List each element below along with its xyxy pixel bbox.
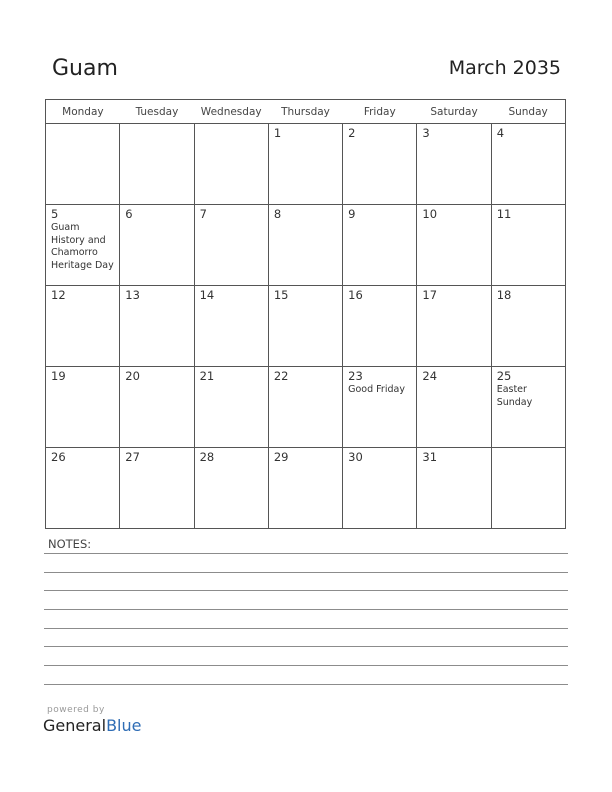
brand-general-text: General <box>43 716 107 735</box>
calendar-day-cell <box>46 286 120 367</box>
day-number: 6 <box>125 207 133 221</box>
day-number: 1 <box>273 126 282 140</box>
day-number: 23 <box>348 369 363 383</box>
weekday-header-row <box>46 100 566 124</box>
day-number: 31 <box>422 450 438 464</box>
note-line <box>44 553 568 554</box>
calendar-day-cell <box>491 448 565 529</box>
calendar-day-cell <box>491 124 565 205</box>
calendar-day-cell <box>194 286 268 367</box>
day-number: 18 <box>496 288 512 302</box>
calendar-day-cell <box>46 448 120 529</box>
day-number: 22 <box>273 369 289 383</box>
day-number: 25 <box>496 369 512 383</box>
calendar-day-cell <box>491 205 565 286</box>
day-number: 30 <box>348 450 363 464</box>
calendar-day-cell <box>194 448 268 529</box>
calendar-day-cell <box>120 448 194 529</box>
calendar-day-cell <box>46 367 120 448</box>
calendar-day-cell <box>491 286 565 367</box>
holiday-label: Good Friday <box>348 384 405 395</box>
powered-by-text: powered by <box>47 705 105 715</box>
calendar-day-cell <box>268 448 342 529</box>
day-number: 29 <box>273 450 289 464</box>
calendar-day-cell <box>120 286 194 367</box>
day-number: 21 <box>199 369 215 383</box>
calendar-day-cell <box>491 367 565 448</box>
calendar-day-cell <box>343 205 417 286</box>
calendar-week-row <box>46 205 566 286</box>
day-number: 8 <box>273 207 282 221</box>
day-number: 13 <box>125 288 140 302</box>
note-line <box>44 665 568 666</box>
day-number: 9 <box>348 207 356 221</box>
calendar-day-cell <box>343 286 417 367</box>
note-line <box>44 684 568 685</box>
day-number: 7 <box>199 207 207 221</box>
holiday-label: Easter Sunday <box>496 384 533 408</box>
calendar-day-cell <box>268 286 342 367</box>
day-number: 27 <box>125 450 140 464</box>
day-number: 5 <box>51 207 59 221</box>
day-number: 24 <box>422 369 438 383</box>
day-number: 2 <box>348 126 356 140</box>
day-number: 4 <box>496 126 505 140</box>
day-number: 19 <box>51 369 66 383</box>
day-number: 28 <box>199 450 215 464</box>
weekday-header: Wednesday <box>194 100 268 124</box>
weekday-header: Monday <box>46 100 120 124</box>
day-number: 15 <box>273 288 289 302</box>
note-line <box>44 609 568 610</box>
calendar-grid <box>45 99 566 529</box>
day-number: 10 <box>422 207 438 221</box>
day-number: 3 <box>422 126 430 140</box>
note-line <box>44 590 568 591</box>
holiday-label: Guam History and Chamorro Heritage Day <box>51 222 114 271</box>
calendar-week-row <box>46 448 566 529</box>
calendar-day-cell <box>194 205 268 286</box>
calendar-day-cell <box>417 448 491 529</box>
note-line <box>44 646 568 647</box>
calendar-month-title: March 2035 <box>448 57 561 79</box>
weekday-header: Saturday <box>417 100 491 124</box>
note-line <box>44 572 568 573</box>
calendar-day-cell <box>120 205 194 286</box>
calendar-day-cell <box>268 124 342 205</box>
day-number: 14 <box>199 288 215 302</box>
calendar-day-cell <box>417 286 491 367</box>
calendar-week-row <box>46 367 566 448</box>
day-number: 12 <box>51 288 66 302</box>
calendar-week-row <box>46 124 566 205</box>
weekday-header: Friday <box>343 100 417 124</box>
calendar-day-cell <box>46 205 120 286</box>
calendar-day-cell <box>120 367 194 448</box>
generalblue-logo <box>43 716 141 735</box>
calendar-day-cell <box>417 205 491 286</box>
calendar-day-cell <box>343 448 417 529</box>
calendar-day-cell <box>194 367 268 448</box>
calendar-day-cell <box>343 124 417 205</box>
calendar-day-cell <box>268 205 342 286</box>
brand-blue-text: Blue <box>106 716 142 735</box>
calendar-day-cell <box>194 124 268 205</box>
day-number: 16 <box>348 288 363 302</box>
calendar-country-title: Guam <box>52 56 118 81</box>
day-number: 20 <box>125 369 140 383</box>
notes-label: NOTES: <box>48 537 92 551</box>
calendar-day-cell <box>46 124 120 205</box>
day-number: 26 <box>51 450 66 464</box>
day-number: 11 <box>496 207 512 221</box>
calendar-day-cell <box>120 124 194 205</box>
weekday-header: Thursday <box>268 100 342 124</box>
note-line <box>44 628 568 629</box>
weekday-header: Tuesday <box>120 100 194 124</box>
calendar-week-row <box>46 286 566 367</box>
weekday-header: Sunday <box>491 100 565 124</box>
calendar-day-cell <box>417 367 491 448</box>
calendar-day-cell <box>343 367 417 448</box>
calendar-day-cell <box>417 124 491 205</box>
day-number: 17 <box>422 288 438 302</box>
calendar-day-cell <box>268 367 342 448</box>
